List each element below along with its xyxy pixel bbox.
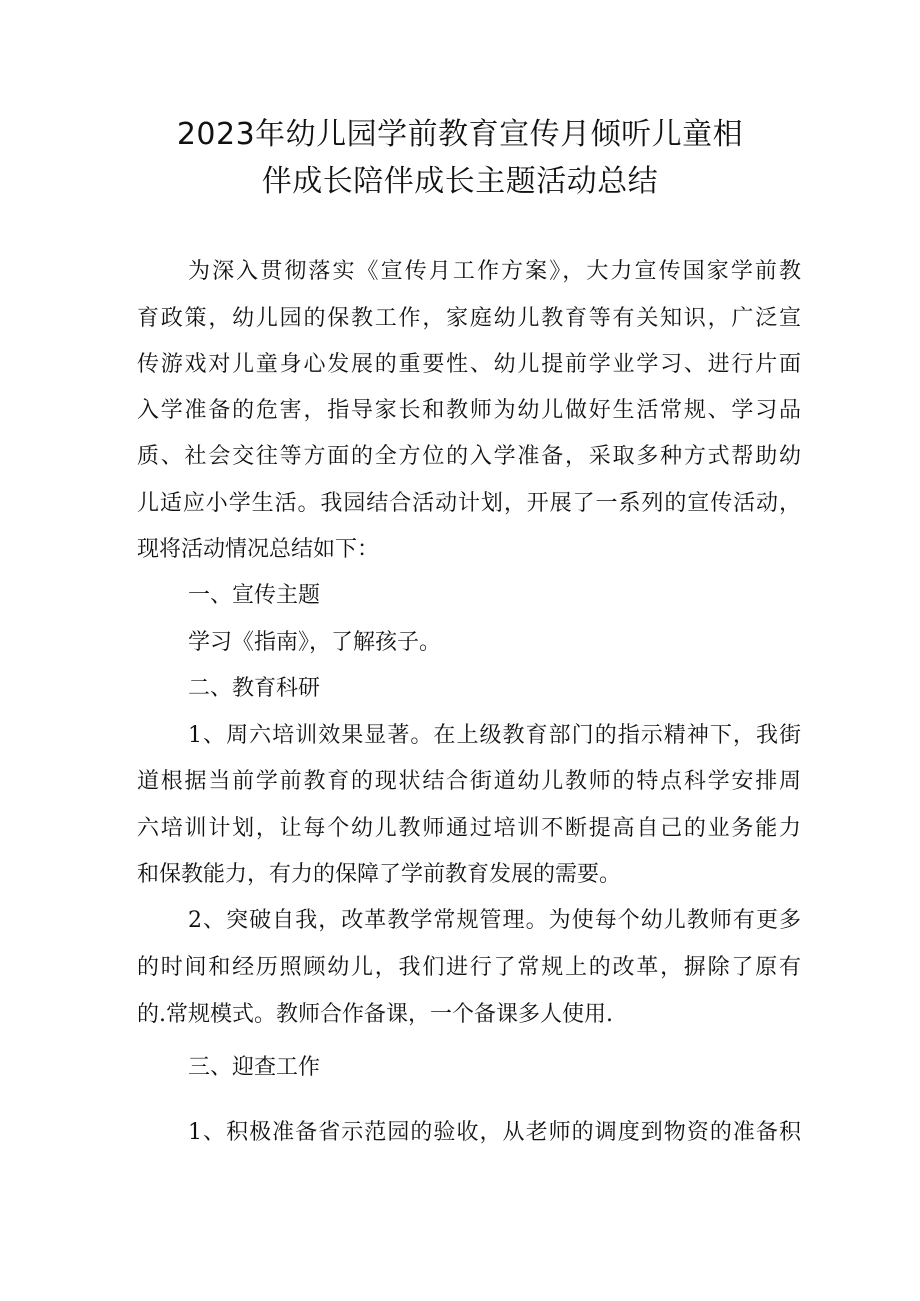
section-3-heading: 三、迎查工作 (188, 1055, 321, 1080)
intro-line-4: 入学准备的危害，指导家长和教师为幼儿做好生活常规、学习品 (137, 398, 801, 423)
intro-line-1: 为深入贯彻落实《宣传月工作方案》，大力宣传国家学前教 (188, 259, 801, 284)
section-2-item-1-line-4: 和保教能力，有力的保障了学前教育发展的需要。 (137, 862, 622, 887)
intro-line-6: 儿适应小学生活。我园结合活动计划，开展了一系列的宣传活动， (137, 491, 801, 516)
section-3-item-1-line-1: 1、积极准备省示范园的验收，从老师的调度到物资的准备积 (188, 1120, 801, 1145)
section-1-text: 学习《指南》，了解孩子。 (188, 630, 442, 655)
intro-line-5: 质、社会交往等方面的全方位的入学准备，采取多种方式帮助幼 (137, 444, 801, 469)
intro-line-7: 现将活动情况总结如下： (137, 537, 380, 562)
intro-line-3: 传游戏对儿童身心发展的重要性、幼儿提前学业学习、进行片面 (137, 352, 801, 377)
section-2-item-1-line-2: 道根据当前学前教育的现状结合街道幼儿教师的特点科学安排周 (137, 769, 801, 794)
section-2-item-2-line-1: 2、突破自我，改革教学常规管理。为使每个幼儿教师有更多 (188, 908, 801, 933)
section-2-item-1-line-3: 六培训计划，让每个幼儿教师通过培训不断提高自己的业务能力 (137, 816, 801, 841)
section-2-item-1-line-1: 1、周六培训效果显著。在上级教育部门的指示精神下，我街 (188, 723, 801, 748)
section-2-heading: 二、教育科研 (188, 676, 321, 701)
section-2-item-2-line-3: 的.常规模式。教师合作备课，一个备课多人使用. (137, 1002, 613, 1027)
section-1-heading: 一、宣传主题 (188, 583, 321, 608)
section-2-item-2-line-2: 的时间和经历照顾幼儿，我们进行了常规上的改革，摒除了原有 (137, 955, 801, 980)
intro-line-2: 育政策，幼儿园的保教工作，家庭幼儿教育等有关知识，广泛宣 (137, 306, 801, 331)
document-title-line-2: 伴成长陪伴成长主题活动总结 (261, 164, 659, 199)
document-title-line-1: 2023年幼儿园学前教育宣传月倾听儿童相 (176, 117, 744, 152)
